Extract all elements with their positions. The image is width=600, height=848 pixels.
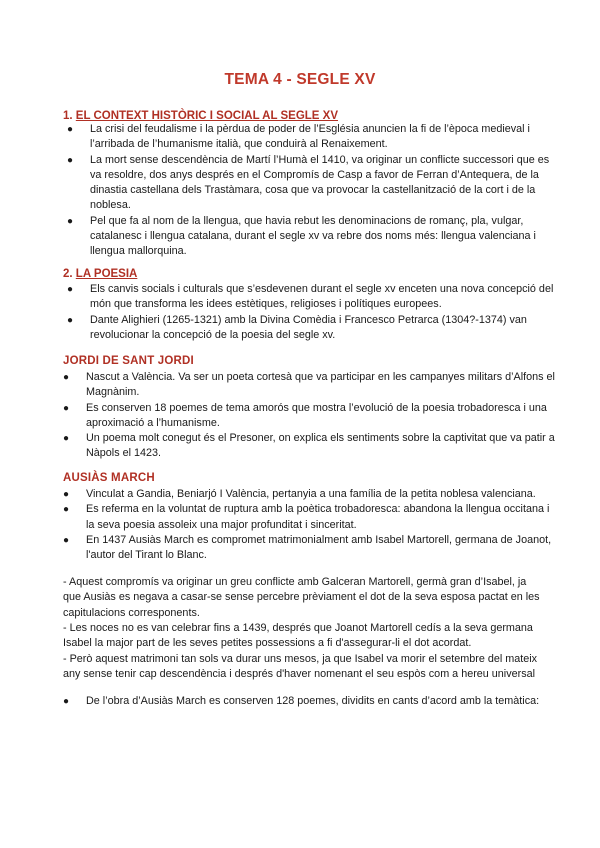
- ausias-final-list: [63, 694, 556, 709]
- list-item: ● Nascut a València. Va ser un poeta cortesà que va participar en les campanyes militars d’Alfons el Magnànim.: [63, 371, 555, 399]
- ausias-paragraph-1: - Aquest compromís va originar un greu conflicte amb Galceran Martorell, germà gran d’Isabel, ja que Ausiàs es negava a casar-se sense percebre prèviament el dot de la seva esposa pactat en les capitulacions corresponents.: [63, 576, 540, 619]
- section-1-number: 1.: [63, 110, 73, 122]
- list-item: ● Els canvis socials i culturals que s’esdevenen durant el segle xv enceten una nova concepció del món que transforma les idees estètiques, religioses i polítiques europees.: [67, 283, 554, 311]
- section-2-list: [67, 282, 560, 343]
- jordi-list: [63, 370, 556, 462]
- list-item: ● Dante Alighieri (1265-1321) amb la Divina Comèdia i Francesco Petrarca (1304?-1374) van revolucionar la concepció de la poesia del segle xv.: [67, 313, 527, 341]
- section-1-heading: [63, 110, 338, 122]
- bullet-icon: ●: [67, 124, 74, 135]
- bullet-icon: ●: [63, 433, 70, 445]
- bullet-icon: ●: [63, 504, 70, 516]
- list-item: ● Es conserven 18 poemes de tema amorós que mostra l’evolució de la poesia trobadoresca i una aproximació a l’humanisme.: [63, 401, 547, 429]
- ausias-paragraph-2: - Les noces no es van celebrar fins a 1439, després que Joanot Martorell cedís a la seva germana Isabel la major part de les seves petites possessions a fi d'assegurar-li el dot acordat.: [63, 622, 533, 650]
- bullet-icon: ●: [63, 696, 70, 707]
- bullet-icon: ●: [67, 314, 74, 326]
- list-item: ● La mort sense descendència de Martí l’Humà el 1410, va originar un conflicte successori que es va resoldre, dos anys després en el Compromís de Casp a favor de Ferran d’Antequera, de la dinastia castellana dels Trastàmara, cosa que va provocar la castellanització de la cort i de la noblesa.: [67, 153, 550, 212]
- section-2-number: 2.: [63, 268, 73, 280]
- list-item: ● Es referma en la voluntat de ruptura amb la poètica trobadoresca: abandona la llengua occitana i la seva poesia assoleix una major profunditat i sinceritat.: [63, 503, 550, 531]
- ausias-heading: AUSIÀS MARCH: [63, 472, 155, 484]
- section-2-title: LA POESIA: [75, 268, 138, 280]
- ausias-list: [63, 487, 556, 563]
- list-item: ● Pel que fa al nom de la llengua, que havia rebut les denominacions de romanç, pla, vulgar, catalanesc i llengua catalana, durant el segle xv va rebre dos noms més: llengua valenciana i llengua mallorquina.: [67, 214, 536, 258]
- bullet-icon: ●: [63, 402, 70, 414]
- page-title: TEMA 4 - SEGLE XV: [224, 71, 376, 88]
- section-1-title: EL CONTEXT HISTÒRIC I SOCIAL AL SEGLE XV: [75, 110, 338, 122]
- bullet-icon: ●: [63, 489, 70, 500]
- list-item: ● De l’obra d’Ausiàs March es conserven 128 poemes, dividits en cants d’acord amb la temàtica:: [86, 694, 556, 709]
- section-1-list: [67, 122, 560, 260]
- list-item: ● Un poema molt conegut és el Presoner, on explica els sentiments sobre la captivitat que va patir a Nàpols el 1423.: [63, 432, 555, 460]
- bullet-icon: ●: [63, 372, 70, 383]
- section-2-heading: [63, 268, 137, 280]
- ausias-paragraph-3: - Però aquest matrimoni tan sols va durar uns mesos, ja que Isabel va morir el setembre del mateix any sense tenir cap descendència i després d'haver nomenant el seu espòs com a hereu universal: [63, 653, 538, 681]
- bullet-icon: ●: [67, 154, 74, 166]
- list-item: ● La crisi del feudalisme i la pèrdua de poder de l’Església anuncien la fi de l’època medieval i l’arribada de l’humanisme italià, que conduirà al Renaixement.: [67, 123, 530, 151]
- bullet-icon: ●: [63, 534, 70, 546]
- jordi-heading: JORDI DE SANT JORDI: [63, 355, 194, 367]
- bullet-icon: ●: [67, 284, 74, 295]
- list-item: ● En 1437 Ausiàs March es compromet matrimonialment amb Isabel Martorell, germana de Joanot, l'autor del Tirant lo Blanc.: [63, 533, 552, 562]
- bullet-icon: ●: [67, 215, 74, 227]
- list-item: ● Vinculat a Gandia, Beniarjó I València, pertanyia a una família de la petita noblesa valenciana.: [86, 487, 556, 502]
